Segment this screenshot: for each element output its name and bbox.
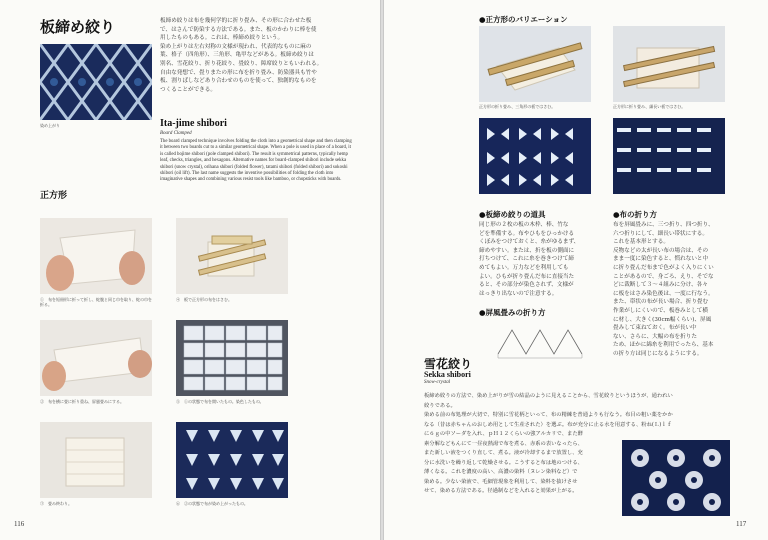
step-photo-4 [176,218,288,294]
folding-line: 作業がしにくいので、板巻みとして横 [613,307,708,314]
step-photo-1 [40,218,152,294]
tools-line: ると、その部分が染色されず、文様が [479,282,574,289]
step-caption-6: ⑥ ②の状態で布が染め上がったもの。 [176,501,248,506]
tools-line: よい。ひもが折り畳んだ布に直接当た [479,273,575,280]
folding-line: の折り方は同じになるようにする。 [613,350,703,357]
sample-caption: 染め上がり [40,123,60,128]
folding-line: 六つ折りにして、細長い帯状にする。 [613,230,708,237]
page-title: 板締め絞り [40,18,116,36]
folding-line: に折り畳んだ布まで色がよく入りにくい [613,264,714,271]
folding-line: これを基本形とする。 [613,239,669,246]
tools-line: 締めやすい。または、折を板の側面に [479,247,575,254]
folding-line: まま一度に染色すると、慣れないと中 [613,256,709,263]
folding-line: また、帯状の布が長い場合、折り畳む [613,299,709,306]
intro-text-jp [160,17,352,94]
byobu-heading: ●屏風畳みの折り方 [479,308,546,317]
english-subtitle: Board Clamped [160,131,192,136]
intro-line: 染め上がりは左右対称の文様が現われ、代表的なものに麻の [160,43,312,50]
folding-line: 布を屏風畳みに、三つ折り、四つ折り、 [613,222,714,228]
tools-line: はっきり出ないので注意する。 [479,290,558,297]
variation-caption-1: 正方形の折り畳み、三角形の板ではさむ。 [479,104,556,109]
step-caption-2: ② 布を横に畳に折り重ね、屏風畳みにする。 [40,399,124,404]
byobu-fold-diagram [494,324,590,360]
folding-line: どに裁断して３～４組みに分け、各々 [613,282,708,289]
sekka-line: 染める。少ない染液で、毛細管現象を利用して、染料を抜けさせ [424,478,578,485]
intro-line: 自由な発想で、畳りまたの形に布を折り畳み、防染器具も竹や [160,69,317,76]
english-title: Ita-jime shibori [160,118,227,129]
step-caption-3: ③ 畳み終わり。 [40,501,72,506]
section-heading-square: 正方形 [40,191,68,201]
step-caption-5: ⑤ ①の状態で布を開いたもの。染色したもの。 [176,399,264,404]
folding-line: 畳みして束ねておく。布が長い中 [613,325,697,332]
intro-line: 葉、格子（四角形）、三角形、亀甲などがある。板締め絞りは [160,52,314,59]
sekka-line: 板締め絞りの方法で、染め上がりが雪の結晶のように見えることから、雪花絞りというほうが、通われい [424,393,673,399]
variation-result-1 [479,118,591,194]
step-photo-5 [176,320,288,396]
step-photo-2 [40,320,152,396]
step-caption-4: ④ 板で正方形の布をはさむ。 [176,297,232,302]
tools-text [479,221,594,298]
sekka-wrap [424,430,624,497]
variation-photo-2 [613,26,725,102]
sekka-title: 雪花絞り [424,357,473,371]
page-number-right: 117 [736,520,747,528]
sekka-line: また新しい液をつくり直して、煮る。液が冷却するまで放置し、充 [424,450,583,456]
tools-heading: ●板締め絞りの道具 [479,210,546,219]
sekka-line: 素分解などもんにて一昼夜熱湯で布を煮る、赤系の表いなったら、 [424,440,583,447]
step-photo-6 [176,422,288,498]
page-number-left: 116 [14,520,25,528]
tools-line: 同じ形の２枚の板の木枠、棒、竹な [479,222,569,228]
intro-line: 別名、雪花絞り、折り花絞り、畳絞り、障席絞りともいわれる。 [160,60,323,67]
sekka-line: 分に水洗いを繰り返して乾燥させる。こうすると布は地のつける、 [424,459,583,466]
intro-line: 板締め絞りは布を幾何学的に折り畳み、その形に合わせた板 [160,18,312,24]
folding-line: ため、ほかに綿糸を利用でったら、基本 [613,342,714,349]
tools-line: どを準備する。布やひもをひっかける [479,230,575,237]
intro-line: つくることができる。 [160,86,216,93]
intro-text-en: The board clamped technique involves folding the cloth into a geometrical shape and then clamping it between two boards cut to a similar geometrical shape. When a pole is used in place of a board, it is called bojime shibori (pole clamped shibori). The result is symmetrical patterns, typically hemp leaf, checks, triangles, and hexagons. Alternative names for board-clamped shibori include sekka shibori (snow crystal), orihana shibori (folded flower), tatami shibori (folded shibori) and sokoshi shibori (oil lift). The last name suggests the inventive possibilities of folding the cloth into imaginative shapes and combining various resist tools like bamboo, or chopsticks with boards. [160,139,352,183]
sekka-line: 絞りである。 [424,402,456,409]
variation-photo-1 [479,26,591,102]
sample-photo [40,44,152,120]
tools-line: 打ちつけて、これに糸を巻きつけて締 [479,256,574,263]
variation-caption-2: 正方形に折り畳み、細長い板ではさむ。 [613,104,686,109]
intro-line: で、はさんで防染する方法である。また、板のかわりに棒を使 [160,26,317,33]
folding-text [613,221,733,359]
folding-line: ない、さらに、大幅の布を折りた [613,333,697,340]
left-page [0,0,380,540]
step-caption-1: ① 布を短冊形に折って折し、蛇腹と同じ巾を取り、蛇の巾を折る。 [40,297,152,307]
sekka-line: 薄くなる。これを濃度の高い、高濃の染料（ヌレン染料など）で [424,469,578,475]
folding-line: 反物などの太が長い布の場合は、その [613,247,709,254]
sekka-title-en: Sekka shibori [424,370,471,379]
sekka-line: に６ｇの中ソーダを入れ、ｐＨ１２くらいの強アルカリで、また酵 [424,431,583,437]
folding-line: ことがあるので、身ごろ、えり、そでな [613,273,714,280]
intro-line: 用したものもある。これは、棒締め絞りという。 [160,35,284,42]
step-photo-3 [40,422,152,498]
variation-result-2 [613,118,725,194]
folding-heading: ●布の折り方 [613,210,658,219]
folding-line: に板をはさみ染色後は、一度に行なう。 [613,290,714,297]
sekka-photo [622,440,730,516]
sekka-line: 染める前の布処理が大切で、特別に雪花柄といって、布の精練を普通よりも行なう。布目の粗い薬をかか [424,412,673,418]
right-page [384,0,768,540]
folding-line: に材し、大きく(30cm幅くらい)、屏風 [613,316,712,323]
tools-line: くぼみをつけておくと、糸がゆるまず、 [479,239,580,246]
sekka-line: せて、染める方法である。径過制などを入れると効果が上がる。 [424,488,578,494]
intro-line: 板、割りばしなどあり合わせのものを使って、独創的なものを [160,78,317,85]
sekka-subtitle-en: Snow-crystal [424,380,451,385]
variation-heading: ●正方形のバリエーション [479,15,568,24]
tools-line: めてもよい。万力などを利用しても [479,264,569,271]
sekka-line: なる（昔は赤ちゃんのおしめ用として生産された）を選ぶ。布が充分に止る水を用意する、粉ね(Ｌ)ｌｆ [424,421,672,428]
